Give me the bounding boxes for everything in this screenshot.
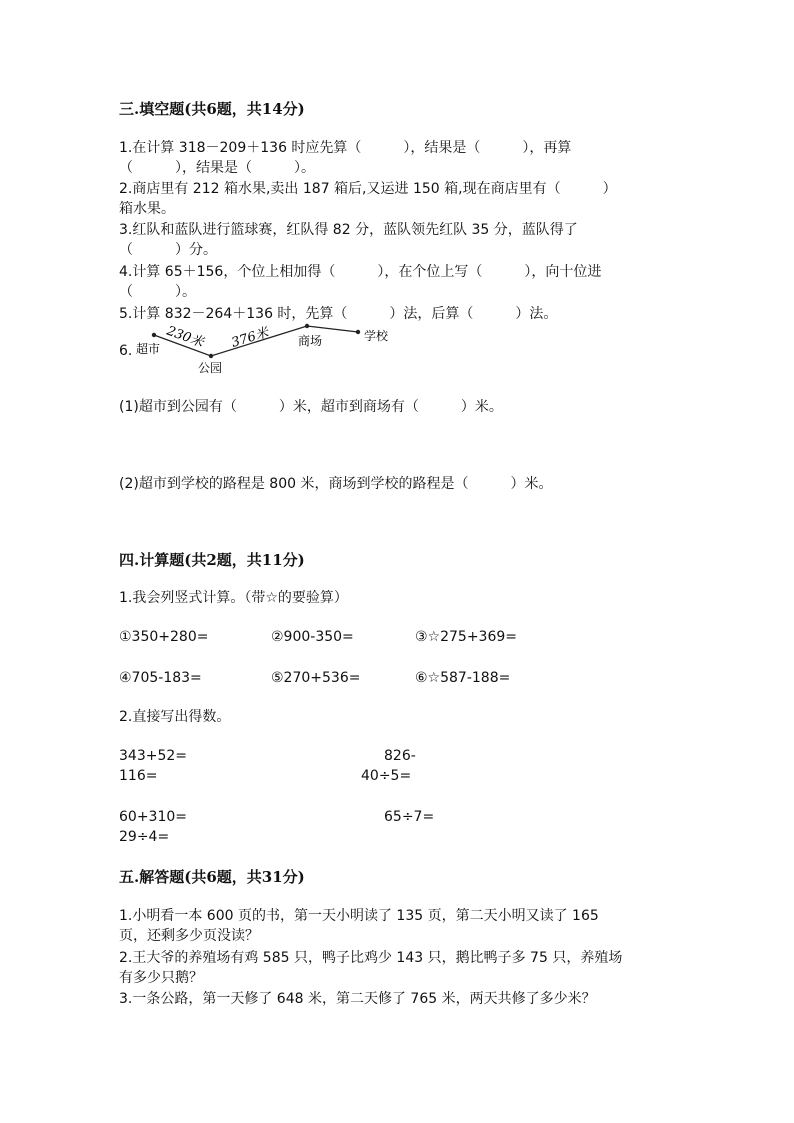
question-3-5: 5.计算 832－264＋136 时，先算（ ）法，后算（ ）法。 [119,306,558,322]
point-park [209,354,213,358]
calc-item: ②900-350= [271,629,354,645]
mental-calc-item: 60+310= [119,809,187,825]
section-3-title: 三.填空题(共6题，共14分) [119,100,305,118]
question-3-6-sub-2: (2)超市到学校的路程是 800 米，商场到学校的路程是（ ）米。 [119,476,553,492]
question-3-6-sub-1: (1)超市到公园有（ ）米，超市到商场有（ ）米。 [119,399,503,415]
point-school [356,330,360,334]
question-5-1-line-2: 页，还剩多少页没读？ [119,928,259,944]
question-3-1-line-2: （ ），结果是（ ）。 [119,160,315,176]
mental-calc-item: 116= [119,768,158,784]
section-4-title: 四.计算题(共2题，共11分) [119,551,305,569]
question-5-3: 3.一条公路，第一天修了 648 米，第二天修了 765 米，两天共修了多少米？ [119,991,596,1007]
label-supermarket: 超市 [136,342,161,356]
label-mall: 商场 [298,334,323,348]
calc-item: ④705-183= [119,670,202,686]
distance-label-376: 376米 [229,325,271,351]
point-supermarket [152,333,156,337]
distance-label-230: 230米 [164,323,206,351]
mental-calc-item: 29÷4= [119,829,170,845]
section-5-title: 五.解答题(共6题，共31分) [119,868,305,886]
calc-item: ①350+280= [119,629,209,645]
question-3-3-line-2: （ ）分。 [119,242,217,258]
label-park: 公园 [198,361,223,375]
mental-calc-item: 826- [384,748,416,764]
question-3-3-line-1: 3.红队和蓝队进行篮球赛，红队得 82 分，蓝队领先红队 35 分，蓝队得了 [119,222,578,238]
question-3-4-line-1: 4.计算 65＋156，个位上相加得（ ），在个位上写（ ），向十位进 [119,264,602,280]
calc-item: ⑤270+536= [271,670,361,686]
question-4-1: 1.我会列竖式计算。（带☆的要验算） [119,590,348,606]
question-3-2-line-1: 2.商店里有 212 箱水果,卖出 187 箱后,又运进 150 箱,现在商店里有（ ） [119,181,617,197]
question-5-2-line-2: 有多少只鹅？ [119,970,203,986]
question-4-2: 2.直接写出得数。 [119,709,231,725]
calc-item: ⑥☆587-188= [415,670,511,686]
question-3-1-line-1: 1.在计算 318－209＋136 时应先算（ ），结果是（ ），再算 [119,140,572,156]
mental-calc-item: 343+52= [119,748,187,764]
label-school: 学校 [364,329,389,343]
calc-item: ③☆275+369= [415,629,518,645]
mental-calc-item: 65÷7= [384,809,435,825]
point-mall [305,324,309,328]
question-3-6-number: 6. [119,343,133,359]
mental-calc-item: 40÷5= [361,768,412,784]
question-5-2-line-1: 2.王大爷的养殖场有鸡 585 只，鸭子比鸡少 143 只，鹅比鸭子多 75 只，养殖场 [119,950,623,966]
question-5-1-line-1: 1.小明看一本 600 页的书，第一天小明读了 135 页，第二天小明又读了 165 [119,908,599,924]
question-3-4-line-2: （ ）。 [119,284,196,300]
question-3-2-line-2: 箱水果。 [119,201,175,217]
